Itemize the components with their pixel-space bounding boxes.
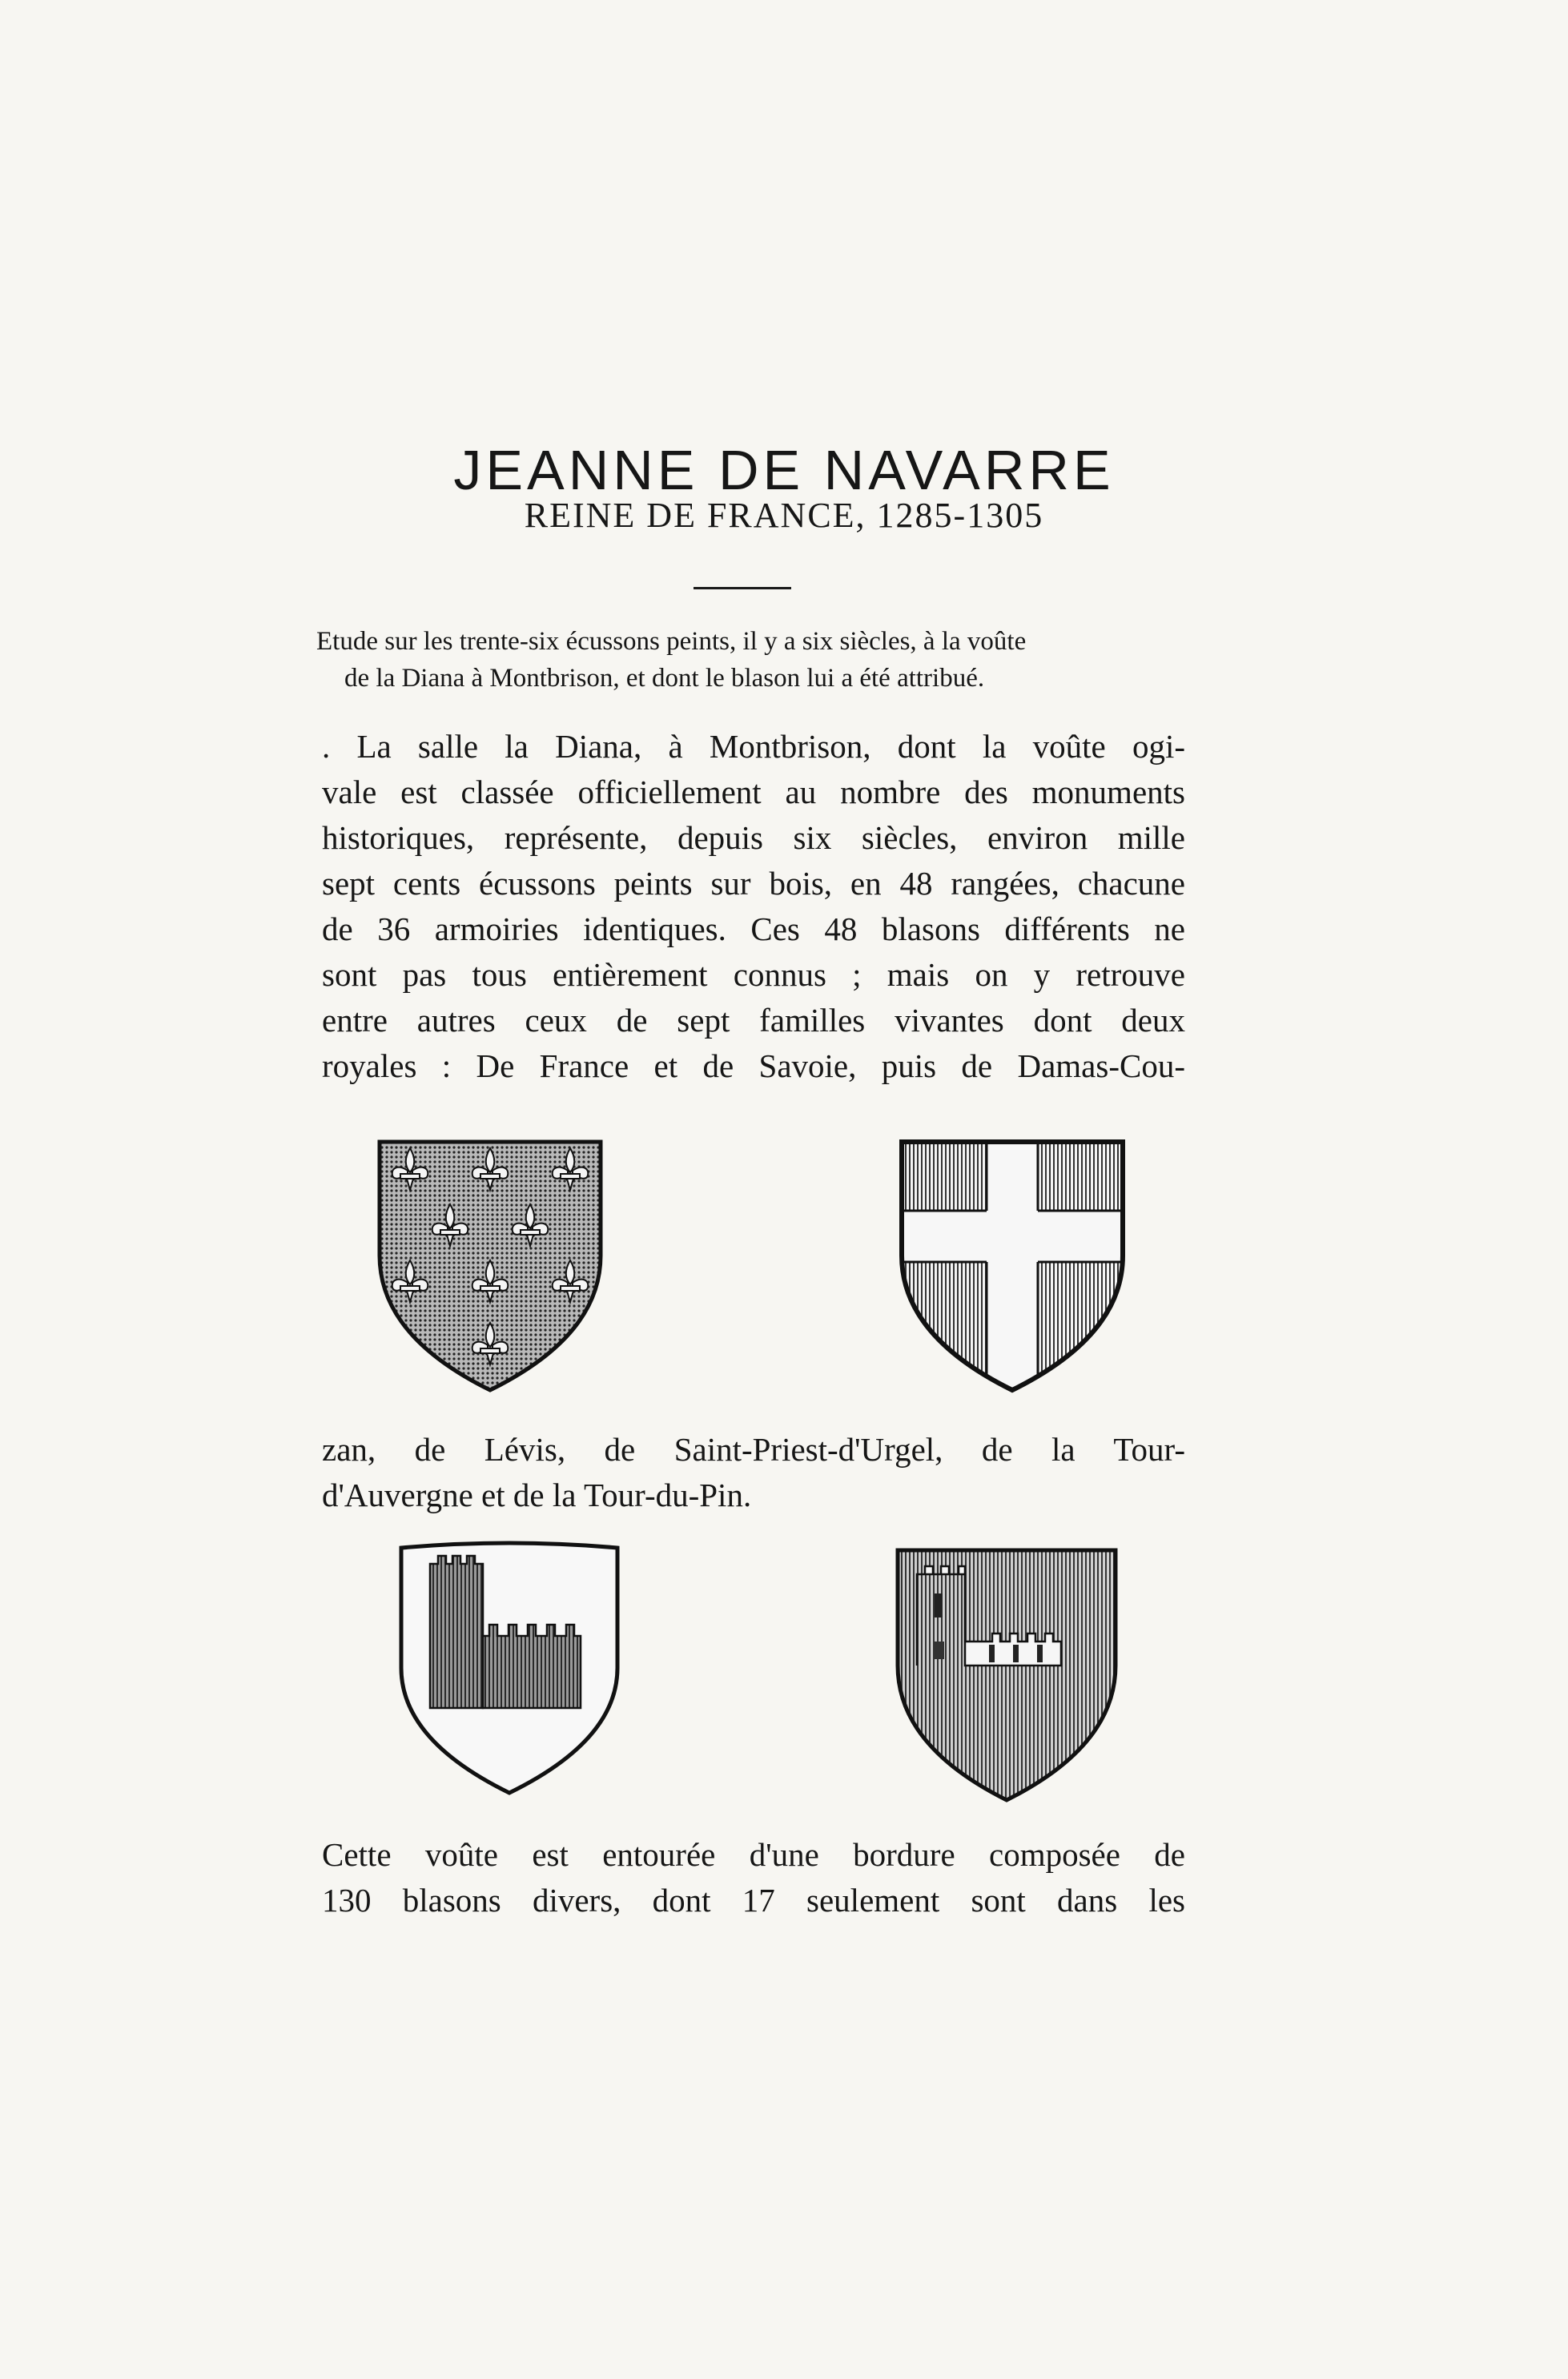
paragraph-1-line: sept cents écussons peints sur bois, en 48 rangées, chacune	[322, 865, 1185, 902]
paragraph-1-line: sont pas tous entièrement connus ; mais on y retrouve	[322, 956, 1185, 993]
paragraph-3-line: Cette voûte est entourée d'une bordure composée de	[322, 1836, 1185, 1873]
shield-france-icon	[375, 1135, 605, 1396]
shield-tour-auvergne-icon	[396, 1540, 622, 1798]
paragraph-3-line: 130 blasons divers, dont 17 seulement sont dans les	[322, 1882, 1185, 1919]
paragraph-1-line: de 36 armoiries identiques. Ces 48 blasons différents ne	[322, 910, 1185, 947]
paragraph-3	[322, 1832, 1185, 1923]
shield-savoie-icon	[897, 1135, 1128, 1396]
paragraph-1	[322, 724, 1185, 1089]
article-title: JEANNE DE NAVARRE	[453, 438, 1115, 501]
title-rule	[694, 587, 791, 589]
note-line-1: Etude sur les trente-six écussons peints, il y a six siècles, à la voûte	[316, 627, 1027, 656]
paragraph-1-line: historiques, représente, depuis six siècles, environ mille	[322, 819, 1185, 856]
note-line-2: de la Diana à Montbrison, et dont le blason lui a été attribué.	[344, 664, 985, 693]
paragraph-2-line: zan, de Lévis, de Saint-Priest-d'Urgel, de la Tour-	[322, 1431, 1185, 1468]
paragraph-1-line: entre autres ceux de sept familles vivantes dont deux	[322, 1002, 1185, 1039]
paragraph-2	[322, 1427, 1185, 1518]
paragraph-1-line: royales : De France et de Savoie, puis de Damas-Cou-	[322, 1047, 1185, 1084]
study-note	[316, 623, 1197, 697]
paragraph-1-line: . La salle la Diana, à Montbrison, dont la voûte ogi-	[322, 728, 1185, 765]
shield-tour-du-pin-icon	[893, 1545, 1120, 1806]
paragraph-2-line: d'Auvergne et de la Tour-du-Pin.	[322, 1477, 752, 1513]
article-subtitle: REINE DE FRANCE, 1285-1305	[524, 496, 1044, 535]
paragraph-1-line: vale est classée officiellement au nombre des monuments	[322, 774, 1185, 810]
